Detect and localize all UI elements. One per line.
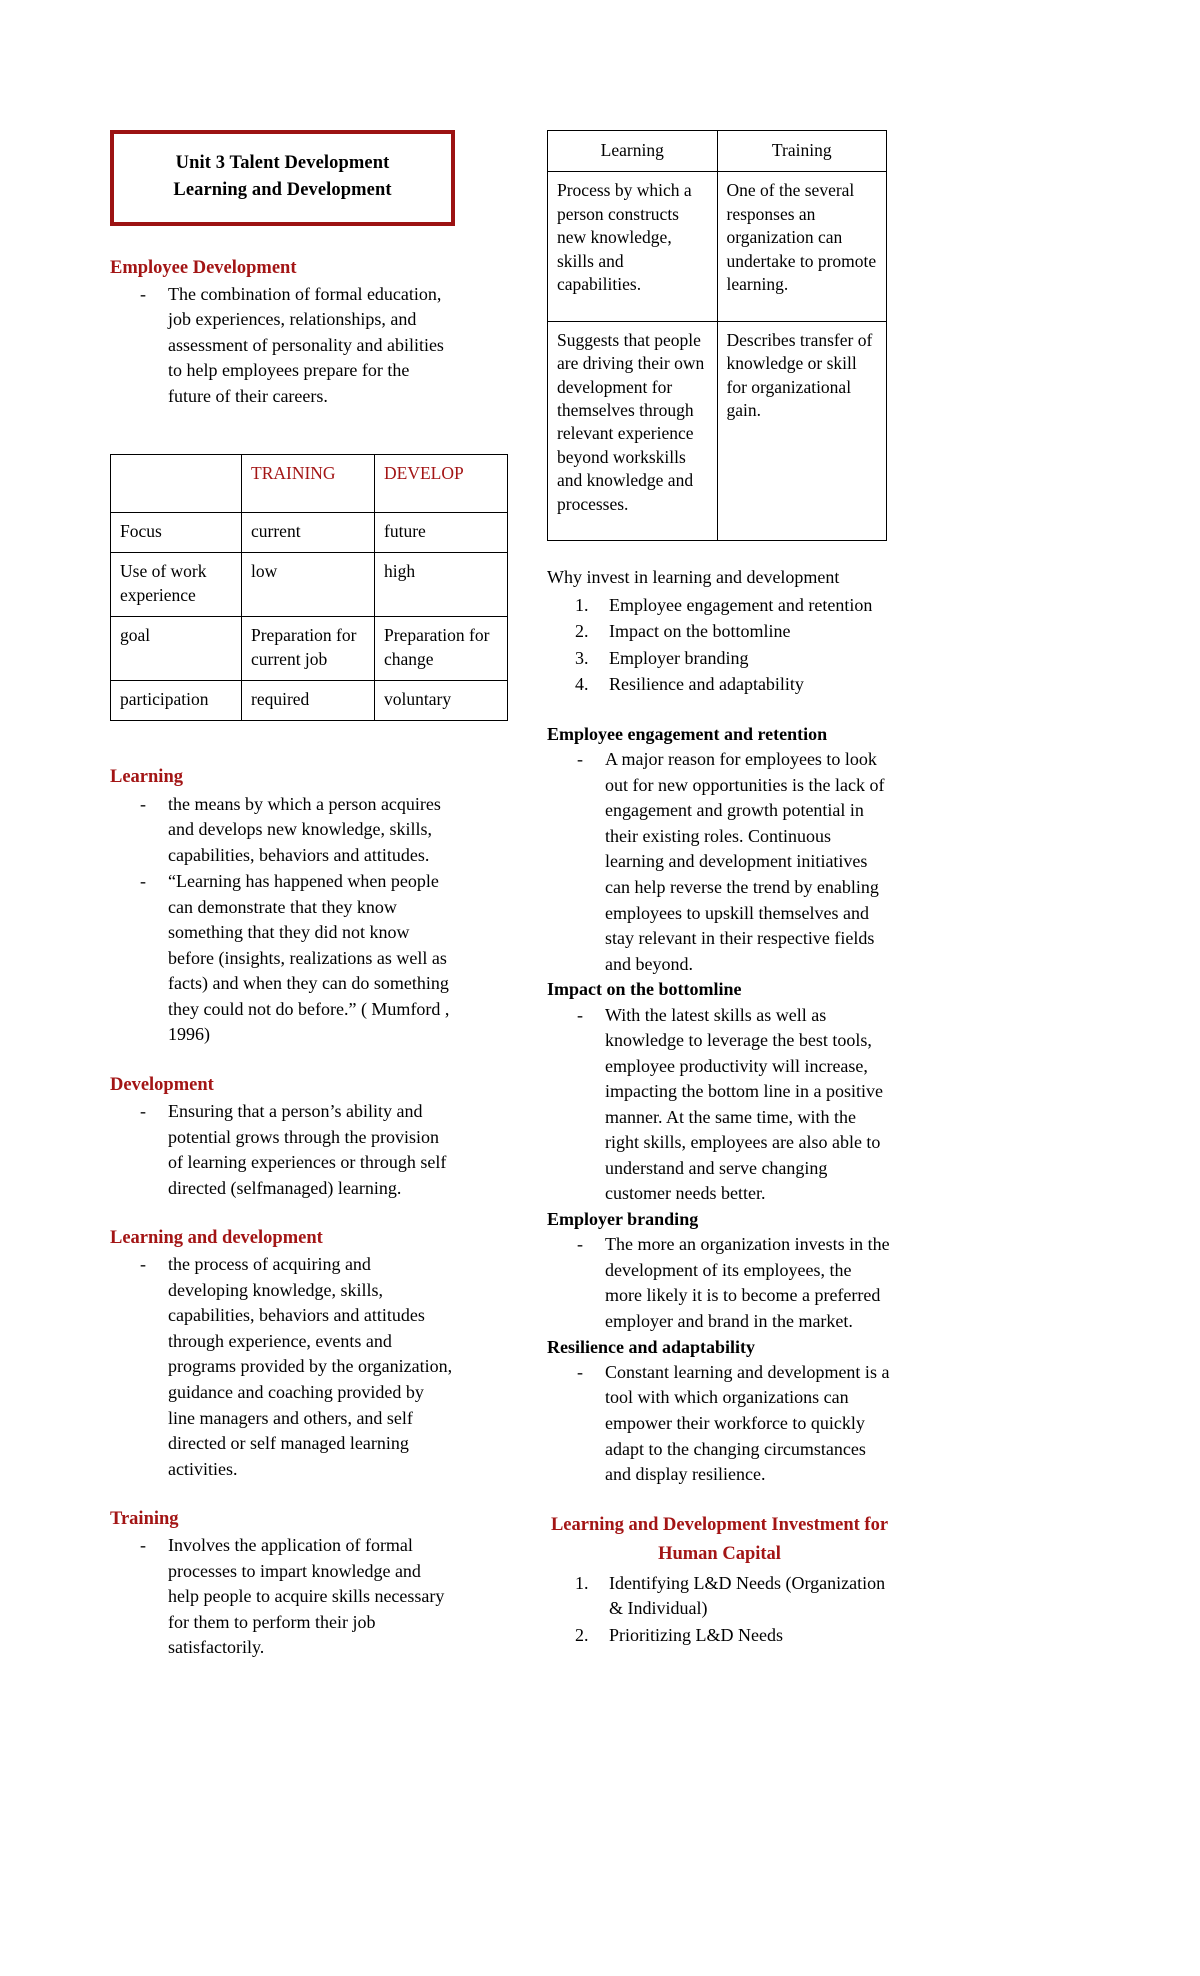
list-item: Employer branding — [609, 647, 749, 668]
table-row — [111, 512, 508, 552]
spacer — [110, 1483, 455, 1507]
list-item: - The combination of formal education, job experiences, relationships, and assessment of personality and abilities to help employees prepare for the future of their careers. — [110, 282, 455, 410]
learning-vs-training-definitions-table — [547, 130, 887, 541]
table-header-training: TRAINING — [242, 455, 375, 512]
table-cell-training: low — [242, 553, 375, 617]
list-item: - the means by which a person acquires and develops new knowledge, skills, capabilities, behaviors and attitudes. — [110, 792, 455, 869]
spacer — [110, 1049, 455, 1073]
heading-learning: Learning — [110, 767, 183, 788]
list-resilience-adaptability — [547, 1360, 892, 1488]
spacer — [110, 410, 455, 454]
heading-learning-and-development: Learning and development — [110, 1228, 323, 1249]
two-column-body — [110, 130, 1090, 1662]
title-box — [110, 130, 455, 226]
list-employer-branding — [547, 1232, 892, 1334]
left-column — [110, 130, 490, 1662]
list-ld-investment — [547, 1571, 892, 1649]
spacer — [110, 721, 455, 765]
list-item: Prioritizing L&D Needs — [609, 1624, 783, 1645]
list-item: - Involves the application of formal processes to impart knowledge and help people to acquire skills necessary for them to perform their job satisfactorily. — [110, 1533, 455, 1661]
list-item: Resilience and adaptability — [609, 674, 804, 695]
list-item: - With the latest skills as well as knowledge to leverage the best tools, employee productivity will increase, impacting the bottom line in a positive manner. At the same time, with the right skills, employees are also able to understand and serve changing customer needs better. — [547, 1003, 892, 1207]
table-row — [111, 553, 508, 617]
table-row-header — [111, 455, 508, 512]
table-cell-label: goal — [111, 617, 242, 681]
table-cell-label: Focus — [111, 512, 242, 552]
table-row-header — [548, 131, 887, 172]
table-cell-training: required — [242, 681, 375, 721]
list-item: Identifying L&D Needs (Organization & Individual) — [609, 1572, 886, 1619]
table-cell-training: One of the several responses an organization can undertake to promote learning. — [717, 172, 887, 321]
spacer — [110, 1202, 455, 1226]
list-item: - The more an organization invests in the development of its employees, the more likely it is to become a preferred employer and brand in the market. — [547, 1232, 892, 1334]
table-header-learning: Learning — [548, 131, 718, 172]
why-invest-intro: Why invest in learning and development — [547, 567, 840, 588]
list-item: - Constant learning and development is a tool with which organizations can empower their workforce to quickly adapt to the changing circumstances and display resilience. — [547, 1360, 892, 1488]
table-cell-develop: Preparation for change — [375, 617, 508, 681]
table-cell-label: Use of work experience — [111, 553, 242, 617]
table-header-training: Training — [717, 131, 887, 172]
table-cell-learning: Suggests that people are driving their own development for themselves through relevant experience beyond workskills and knowledge and processes. — [548, 321, 718, 541]
list-employee-engagement — [547, 747, 892, 977]
table-header-develop: DEVELOP — [375, 455, 508, 512]
heading-resilience-and-adaptability: Resilience and adaptability — [547, 1336, 756, 1357]
heading-training: Training — [110, 1509, 179, 1530]
table-cell-develop: voluntary — [375, 681, 508, 721]
training-vs-development-table — [110, 454, 508, 721]
heading-employee-engagement-and-retention: Employee engagement and retention — [547, 723, 828, 744]
list-development — [110, 1099, 455, 1201]
table-row — [548, 321, 887, 541]
spacer — [547, 541, 892, 565]
title-line-2: Learning and Development — [173, 179, 392, 200]
table-row — [111, 681, 508, 721]
table-cell-learning: Process by which a person constructs new knowledge, skills and capabilities. — [548, 172, 718, 321]
table-cell-empty — [111, 455, 242, 512]
list-item: - the process of acquiring and developing knowledge, skills, capabilities, behaviors and attitudes through experience, events and programs provided by the organization, guidance and coaching provided by line managers and others, and self directed or self managed learning activities. — [110, 1252, 455, 1482]
list-why-invest — [547, 593, 892, 698]
table-cell-develop: high — [375, 553, 508, 617]
heading-employee-development: Employee Development — [110, 257, 297, 278]
list-learning-and-development — [110, 1252, 455, 1482]
heading-impact-on-the-bottomline: Impact on the bottomline — [547, 979, 742, 1000]
spacer — [547, 699, 892, 723]
table-cell-label: participation — [111, 681, 242, 721]
title-line-1: Unit 3 Talent Development — [175, 153, 390, 173]
table-row — [548, 172, 887, 321]
heading-ld-investment-line-2: Human Capital — [658, 1543, 781, 1564]
table-cell-training: Preparation for current job — [242, 617, 375, 681]
table-cell-develop: future — [375, 512, 508, 552]
table-row — [111, 617, 508, 681]
heading-development: Development — [110, 1074, 214, 1095]
list-learning — [110, 792, 455, 1048]
list-item: - A major reason for employees to look out for new opportunities is the lack of engagement and growth potential in their existing roles. Continuous learning and development initiatives can help reverse the trend by enabling employees to upskill themselves and stay relevant in their respective fields and beyond. — [547, 747, 892, 977]
list-employee-development — [110, 282, 455, 410]
heading-ld-investment-line-1: Learning and Development Investment for — [550, 1514, 889, 1535]
right-column — [547, 130, 892, 1649]
list-item: Employee engagement and retention — [609, 594, 873, 615]
list-item: Impact on the bottomline — [609, 621, 791, 642]
heading-employer-branding: Employer branding — [547, 1208, 699, 1229]
table-cell-training: current — [242, 512, 375, 552]
list-item: - “Learning has happened when people can demonstrate that they know something that they did not know before (insights, realizations as well as facts) and when they can do something they could not do before.” ( Mumford , 1996) — [110, 869, 455, 1048]
list-impact-bottomline — [547, 1003, 892, 1207]
list-item: - Ensuring that a person’s ability and potential grows through the provision of learning experiences or through self directed (selfmanaged) learning. — [110, 1099, 455, 1201]
list-training — [110, 1533, 455, 1661]
table-cell-training: Describes transfer of knowledge or skill for organizational gain. — [717, 321, 887, 541]
spacer — [547, 1489, 892, 1513]
